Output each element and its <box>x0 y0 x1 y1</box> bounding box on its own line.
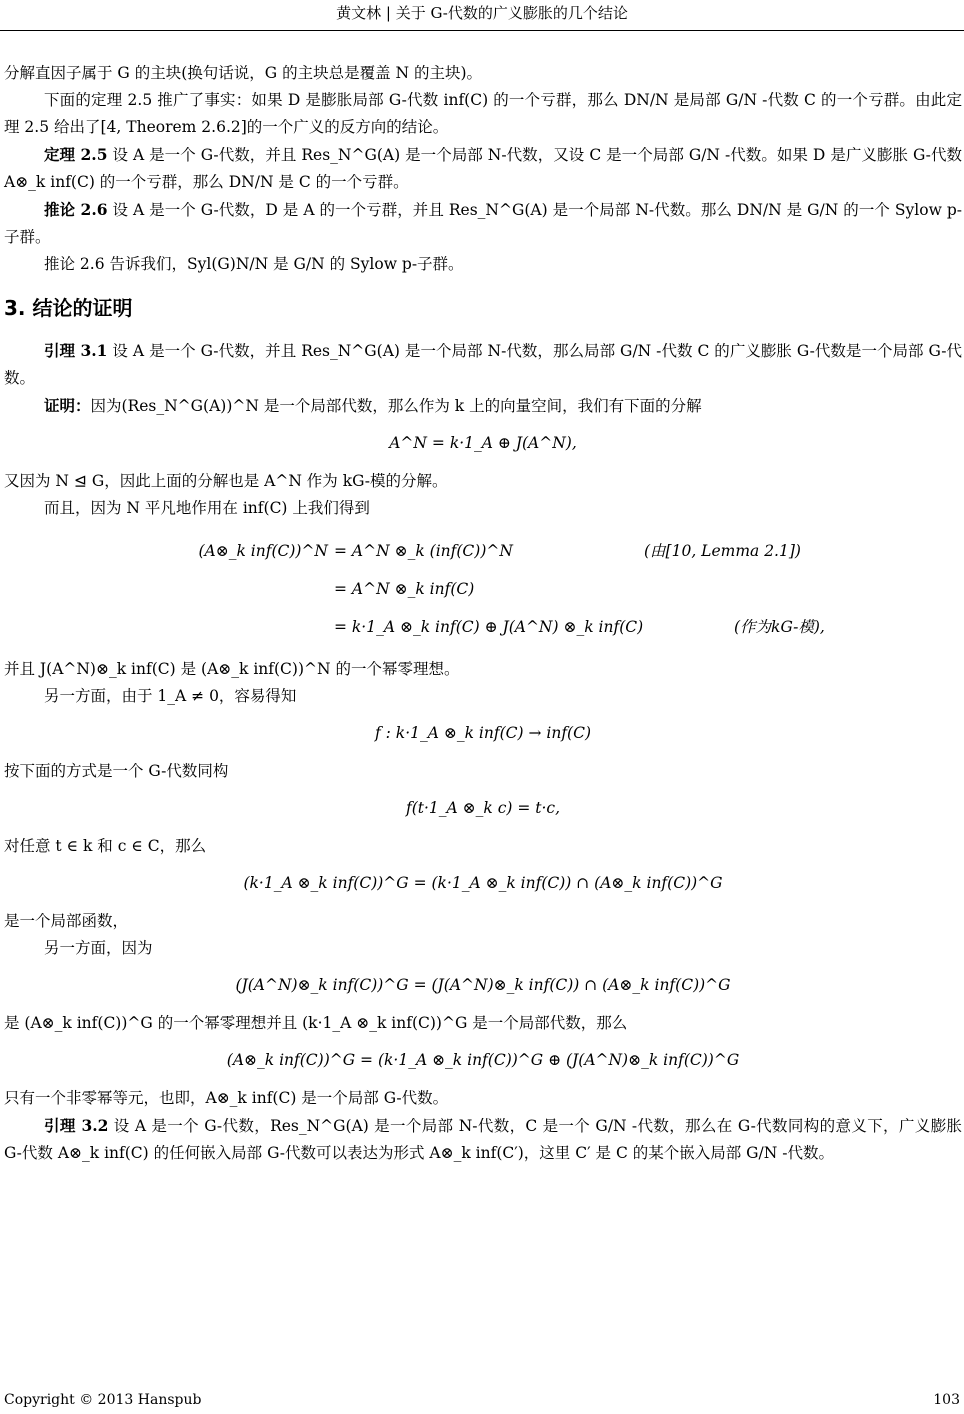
equation-rhs: = k·1_A ⊗_k inf(C) ⊕ J(A^N) ⊗_k inf(C) <box>334 618 644 636</box>
paragraph: 只有一个非零幂等元，也即，A⊗_k inf(C) 是一个局部 G-代数。 <box>4 1089 449 1107</box>
paragraph: 分解直因子属于 G 的主块(换句话说，G 的主块总是覆盖 N 的主块)。 <box>4 64 483 82</box>
paragraph: 是 (A⊗_k inf(C))^G 的一个幂零理想并且 (k·1_A ⊗_k inf(C))^G 是一个局部代数，那么 <box>4 1014 628 1032</box>
equation-row <box>4 532 962 570</box>
copyright-text: Copyright © 2013 Hanspub <box>4 1392 202 1408</box>
equation: (A⊗_k inf(C))^G = (k·1_A ⊗_k inf(C))^G ⊕ (J(A^N)⊗_k inf(C))^G <box>226 1051 740 1069</box>
theorem-2-5 <box>4 141 962 196</box>
page-number: 103 <box>933 1392 960 1408</box>
paragraph: 是一个局部函数， <box>4 912 129 930</box>
lemma-label: 引理 3.1 <box>44 341 108 360</box>
page-body <box>4 60 962 1167</box>
equation: A^N = k·1_A ⊕ J(A^N), <box>389 434 577 452</box>
equation-row <box>4 608 962 646</box>
equation-lhs <box>4 608 334 646</box>
paragraph: 推论 2.6 告诉我们，Syl(G)N/N 是 G/N 的 Sylow p-子群。 <box>44 255 464 273</box>
equation: (k·1_A ⊗_k inf(C))^G = (k·1_A ⊗_k inf(C)) ∩ (A⊗_k inf(C))^G <box>243 874 723 892</box>
header-title: 黄文林 | 关于 G-代数的广义膨胀的几个结论 <box>336 4 628 22</box>
paragraph: 对任意 t ∈ k 和 c ∈ C，那么 <box>4 837 207 855</box>
section-title: 3. 结论的证明 <box>4 296 133 320</box>
equation-note: (作为kG-模), <box>734 618 825 636</box>
equation-lhs <box>4 570 334 608</box>
equation-lhs: (A⊗_k inf(C))^N <box>198 542 328 560</box>
lemma-text: 设 A 是一个 G-代数，Res_N^G(A) 是一个局部 N-代数，C 是一个 G/N -代数，那么在 G-代数同构的意义下，广义膨胀 G-代数 A⊗_k inf(C) 的任何嵌入局部 G-代数可以表达为形式 A⊗_k inf(C′)，这里 C′ 是 C 的某个嵌入局部 G/N -代数。 <box>4 1117 962 1162</box>
paragraph: 并且 J(A^N)⊗_k inf(C) 是 (A⊗_k inf(C))^N 的一个幂零理想。 <box>4 660 460 678</box>
corollary-label: 推论 2.6 <box>44 200 108 219</box>
paragraph: 另一方面，由于 1_A ≠ 0，容易得知 <box>44 687 297 705</box>
equation: f : k·1_A ⊗_k inf(C) → inf(C) <box>374 724 592 742</box>
proof-label: 证明： <box>44 396 91 415</box>
equation-note: (由[10, Lemma 2.1]) <box>644 542 801 560</box>
paragraph: 下面的定理 2.5 推广了事实：如果 D 是膨胀局部 G-代数 inf(C) 的一个亏群，那么 DN/N 是局部 G/N -代数 C 的一个亏群。由此定理 2.5 给出了[4, Theorem 2.6.2]的一个广义的反方向的结论。 <box>4 91 962 136</box>
running-header <box>0 0 964 31</box>
theorem-text: 设 A 是一个 G-代数，并且 Res_N^G(A) 是一个局部 N-代数，又设 C 是一个局部 G/N -代数。如果 D 是广义膨胀 G-代数 A⊗_k inf(C) 的一个亏群，那么 DN/N 是 C 的一个亏群。 <box>4 146 962 191</box>
lemma-text: 设 A 是一个 G-代数，并且 Res_N^G(A) 是一个局部 N-代数，那么局部 G/N -代数 C 的广义膨胀 G-代数是一个局部 G-代数。 <box>4 342 962 387</box>
equation-rhs: = A^N ⊗_k inf(C) <box>334 580 475 598</box>
proof-text: 因为(Res_N^G(A))^N 是一个局部代数，那么作为 k 上的向量空间，我们有下面的分解 <box>90 397 702 415</box>
equation-block <box>4 532 962 646</box>
paragraph: 又因为 N ⊴ G，因此上面的分解也是 A^N 作为 kG-模的分解。 <box>4 472 448 490</box>
equation: (J(A^N)⊗_k inf(C))^G = (J(A^N)⊗_k inf(C)) ∩ (A⊗_k inf(C))^G <box>235 976 731 994</box>
lemma-3-2 <box>4 1112 962 1167</box>
equation-rhs: = A^N ⊗_k (inf(C))^N <box>334 542 513 560</box>
paragraph: 按下面的方式是一个 G-代数同构 <box>4 762 229 780</box>
equation: f(t·1_A ⊗_k c) = t·c, <box>405 799 561 817</box>
proof <box>4 392 962 420</box>
lemma-label: 引理 3.2 <box>44 1116 109 1135</box>
corollary-2-6 <box>4 196 962 251</box>
paragraph: 另一方面，因为 <box>44 939 153 957</box>
theorem-label: 定理 2.5 <box>44 145 108 164</box>
equation-row <box>4 570 962 608</box>
corollary-text: 设 A 是一个 G-代数，D 是 A 的一个亏群，并且 Res_N^G(A) 是一个局部 N-代数。那么 DN/N 是 G/N 的一个 Sylow p-子群。 <box>4 201 962 246</box>
paragraph: 而且，因为 N 平凡地作用在 inf(C) 上我们得到 <box>44 499 370 517</box>
lemma-3-1 <box>4 337 962 392</box>
equation-note <box>634 570 962 608</box>
page-footer <box>4 1392 960 1408</box>
